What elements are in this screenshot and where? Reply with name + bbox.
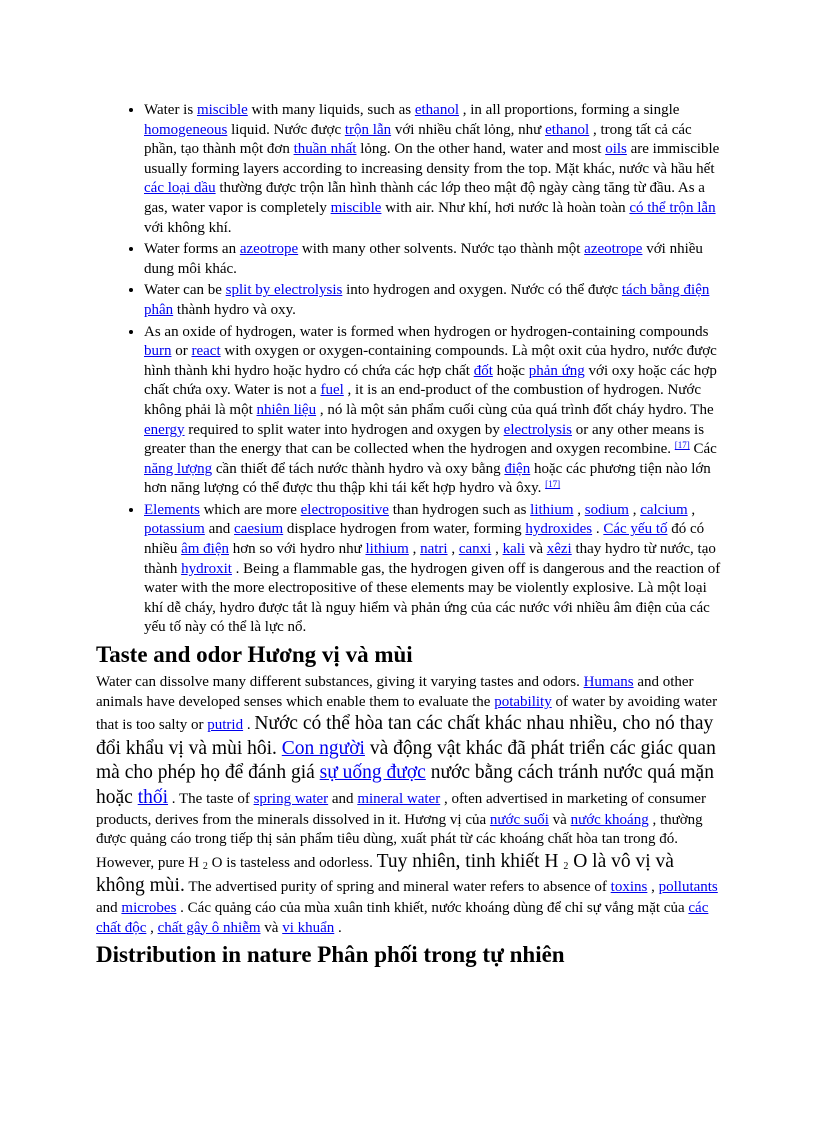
text-run: với oxy hoặc các hợp chất chứa oxy. Water is not a	[144, 362, 717, 399]
link-c-c-y-u-t[interactable]: Các yếu tố	[603, 521, 668, 538]
text-run: Các	[689, 441, 717, 458]
link-c-c-ch-t-c[interactable]: các chất độc	[96, 899, 709, 936]
text-run: which are more	[199, 501, 301, 518]
text-run: , nó là một sản phẩm cuối cùng của quá trình đốt cháy hydro. The	[316, 401, 714, 418]
text-run: and	[96, 899, 122, 916]
reference-link[interactable]: [17]	[674, 440, 690, 451]
text-run: required to split water into hydrogen and oxygen by	[184, 421, 504, 438]
text-run: cần thiết để tách nước thành hydro và oxy bằng	[212, 460, 505, 477]
text-run: Nước có thể hòa tan các chất khác nhau nhiều, cho nó thay đổi khẩu vị và mùi hôi.	[96, 713, 714, 759]
article-body	[96, 101, 721, 973]
list-item	[144, 323, 721, 499]
link-lithium[interactable]: lithium	[365, 541, 409, 558]
text-run: Tuy nhiên, tinh khiết H	[376, 850, 564, 872]
text-run: hoặc	[492, 362, 529, 379]
link-i-n[interactable]: điện	[504, 460, 531, 477]
text-run: thành hydro và oxy.	[173, 301, 296, 318]
text-run: with oxygen or oxygen-containing compounds. Là một oxit của hydro, nước được hình thành khi hydro hoặc hydro có chứa các hợp chất	[144, 343, 717, 379]
link-oils[interactable]: oils	[605, 141, 627, 158]
text-run: .	[243, 717, 255, 734]
link-x-zi[interactable]: xêzi	[546, 541, 572, 558]
text-run: ,	[687, 501, 696, 518]
link-t-ch-b-ng-i-n-ph-n[interactable]: tách bằng điện phân	[144, 282, 710, 318]
text-run: .	[592, 521, 604, 538]
text-run: với nhiều chất lỏng, như	[391, 121, 546, 138]
link-ch-t-g-y-nhi-m[interactable]: chất gây ô nhiễm	[157, 919, 261, 936]
text-run: hơn so với hydro như	[228, 541, 366, 558]
text-run: with air. Như khí, hơi nước là hoàn toàn	[381, 199, 630, 216]
text-run: . Các quảng cáo của mùa xuân tinh khiết, nước khoáng dùng để chỉ sự vắng mặt của	[176, 899, 689, 916]
text-run: and	[328, 791, 358, 807]
text-run: or any other means is greater than the energy that can be collected when the hydrogen and oxygen recombine.	[144, 421, 705, 458]
text-run: và	[548, 811, 571, 828]
text-run: ,	[647, 879, 659, 896]
text-run: , thường được quảng cáo trong tiếp thị sản phẩm tiêu dùng, xuất phát từ các khoáng chất hòa tan trong đó. However, pure H	[96, 811, 703, 871]
text-run: are immiscible usually forming layers according to increasing density from the top. Mặt khác, nước và hầu hết	[144, 141, 720, 177]
link-hydroxit[interactable]: hydroxit	[181, 560, 232, 577]
link-energy[interactable]: energy	[144, 421, 185, 438]
text-run: O is tasteless and odorless.	[207, 854, 377, 871]
text-run: . Being a flammable gas, the hydrogen given off is dangerous and the reaction of water with the more electropositive of these elements may be violently explosive. Là một loại khí dễ cháy, hydro được tắt là nguy hiểm và phản ứng của các nước với nhiều âm điện của các yếu tố này có thể là lực nổ.	[144, 560, 721, 636]
link-c-th-tr-n-l-n[interactable]: có thể trộn lẫn	[629, 199, 716, 216]
link-spring-water[interactable]: spring water	[253, 791, 329, 807]
text-run: thường được trộn lẫn hình thành các lớp theo mật độ ngày càng tăng từ đầu. As a gas, water vapor is completely	[144, 180, 705, 216]
subscript: 2	[202, 860, 208, 872]
text-run: The advertised purity of spring and mineral water refers to absence of	[184, 879, 611, 896]
link-burn[interactable]: burn	[144, 343, 172, 360]
link-electrolysis[interactable]: electrolysis	[503, 421, 572, 438]
text-run: . The taste of	[168, 791, 254, 807]
properties-list	[96, 101, 721, 638]
text-run: ,	[408, 541, 421, 558]
link-pollutants[interactable]: pollutants	[658, 879, 718, 896]
text-run: đó có nhiều	[144, 521, 705, 558]
link-n-ng-l-ng[interactable]: năng lượng	[144, 460, 213, 477]
link-lithium[interactable]: lithium	[530, 501, 574, 518]
text-run: than hydrogen such as	[388, 501, 531, 518]
text-run: ,	[628, 501, 641, 518]
text-run: và	[525, 541, 547, 558]
text-run: ,	[146, 919, 158, 936]
text-run: into hydrogen and oxygen. Nước có thể được	[342, 282, 622, 299]
link-potability[interactable]: potability	[494, 693, 552, 710]
link-canxi[interactable]: canxi	[458, 541, 492, 558]
text-run: Water is	[144, 102, 197, 118]
text-run: with many other solvents. Nước tạo thành một	[298, 241, 585, 258]
text-run: liquid. Nước được	[227, 121, 345, 138]
text-run: Water can be	[144, 282, 226, 299]
text-run: ,	[573, 501, 585, 518]
text-run: và	[260, 919, 283, 936]
link-n-c-su-i[interactable]: nước suối	[489, 811, 549, 828]
link-m-i-n[interactable]: âm điện	[181, 541, 229, 558]
list-item	[144, 101, 721, 238]
taste-paragraph	[96, 673, 721, 938]
link-natri[interactable]: natri	[420, 541, 448, 558]
text-run: and other animals have developed senses which enable them to evaluate the	[96, 674, 694, 710]
text-run: ,	[491, 541, 503, 558]
link-nhi-n-li-u[interactable]: nhiên liệu	[256, 401, 317, 418]
text-run: displace hydrogen from water, forming	[283, 521, 526, 538]
text-run: hoặc các phương tiện nào lớn hơn năng lượng có thể được thu thập khi tái kết hợp hydro và ôxy.	[144, 460, 711, 497]
link-con-ng-i[interactable]: Con người	[281, 737, 365, 759]
link-miscible[interactable]: miscible	[330, 199, 382, 216]
text-run: and	[204, 521, 235, 538]
link-vi-khu-n[interactable]: vi khuẩn	[282, 919, 335, 936]
link-react[interactable]: react	[191, 343, 221, 360]
link-ethanol[interactable]: ethanol	[414, 102, 460, 118]
link-s-u-ng-c[interactable]: sự uống được	[319, 762, 426, 784]
link-humans[interactable]: Humans	[583, 674, 634, 691]
text-run: or	[171, 343, 192, 360]
text-run: Water forms an	[144, 241, 240, 258]
heading-taste-and-odor: Taste and odor Hương vị và mùi	[96, 642, 413, 668]
link-t[interactable]: đốt	[473, 362, 493, 379]
text-run: , often advertised in marketing of consumer products, derives from the minerals dissolved in it. Hương vị của	[96, 791, 706, 828]
link-azeotrope[interactable]: azeotrope	[584, 241, 643, 258]
text-run: và động vật khác đã phát triển các giác quan mà cho phép họ để đánh giá	[96, 737, 716, 784]
link-putrid[interactable]: putrid	[207, 717, 244, 734]
link-azeotrope[interactable]: azeotrope	[239, 241, 299, 258]
text-run: thay hydro từ nước, tạo thành	[144, 541, 716, 577]
link-electropositive[interactable]: electropositive	[300, 501, 389, 518]
link-caesium[interactable]: caesium	[234, 521, 284, 538]
text-run: As an oxide of hydrogen, water is formed when hydrogen or hydrogen-containing compounds	[144, 323, 709, 340]
link-microbes[interactable]: microbes	[121, 899, 177, 916]
text-run: , in all proportions, forming a single	[459, 102, 680, 118]
text-run: , trong tất cả các phần, tạo thành một đơn	[144, 121, 692, 158]
text-run: , it is an end-product of the combustion of hydrogen. Nước không phải là một	[144, 382, 702, 418]
reference-link[interactable]: [17]	[545, 479, 561, 490]
link-thu-n-nh-t[interactable]: thuần nhất	[293, 141, 357, 158]
text-run: ,	[447, 541, 459, 558]
list-item	[144, 501, 721, 638]
list-item	[144, 281, 721, 320]
link-hydroxides[interactable]: hydroxides	[525, 521, 593, 538]
list-item	[144, 240, 721, 279]
link-n-c-kho-ng[interactable]: nước khoáng	[570, 811, 649, 828]
link-sodium[interactable]: sodium	[584, 501, 629, 518]
heading-distribution-in-nature: Distribution in nature Phân phối trong tự nhiên	[96, 942, 565, 968]
link-kali[interactable]: kali	[502, 541, 526, 558]
text-run: with many liquids, such as	[247, 102, 415, 118]
link-ph-n-ng[interactable]: phản ứng	[528, 362, 585, 379]
subscript: 2	[563, 860, 569, 872]
link-fuel[interactable]: fuel	[320, 382, 344, 399]
text-run: với nhiều dung môi khác.	[144, 241, 703, 277]
text-run: O là vô vị và không mùi.	[96, 850, 674, 897]
link-miscible[interactable]: miscible	[196, 102, 248, 118]
link-mineral-water[interactable]: mineral water	[357, 791, 441, 807]
text-run: Water can dissolve many different substances, giving it varying tastes and odors.	[96, 674, 584, 691]
link-homogeneous[interactable]: homogeneous	[144, 121, 228, 138]
link-tr-n-l-n[interactable]: trộn lẫn	[344, 121, 392, 138]
link-elements[interactable]: Elements	[144, 501, 200, 518]
text-run: of water by avoiding water that is too salty or	[96, 693, 718, 734]
link-split-by-electrolysis[interactable]: split by electrolysis	[225, 282, 343, 299]
link-ethanol[interactable]: ethanol	[545, 121, 590, 138]
text-run: với không khí.	[144, 219, 232, 236]
link-toxins[interactable]: toxins	[610, 879, 648, 896]
link-calcium[interactable]: calcium	[640, 501, 688, 518]
text-run: .	[334, 919, 342, 936]
link-potassium[interactable]: potassium	[144, 521, 205, 538]
text-run: nước bằng cách tránh nước quá mặn hoặc	[96, 762, 714, 808]
link-th-i[interactable]: thối	[137, 787, 169, 808]
text-run: lỏng. On the other hand, water and most	[356, 141, 606, 158]
link-c-c-lo-i-d-u[interactable]: các loại dầu	[144, 180, 216, 197]
